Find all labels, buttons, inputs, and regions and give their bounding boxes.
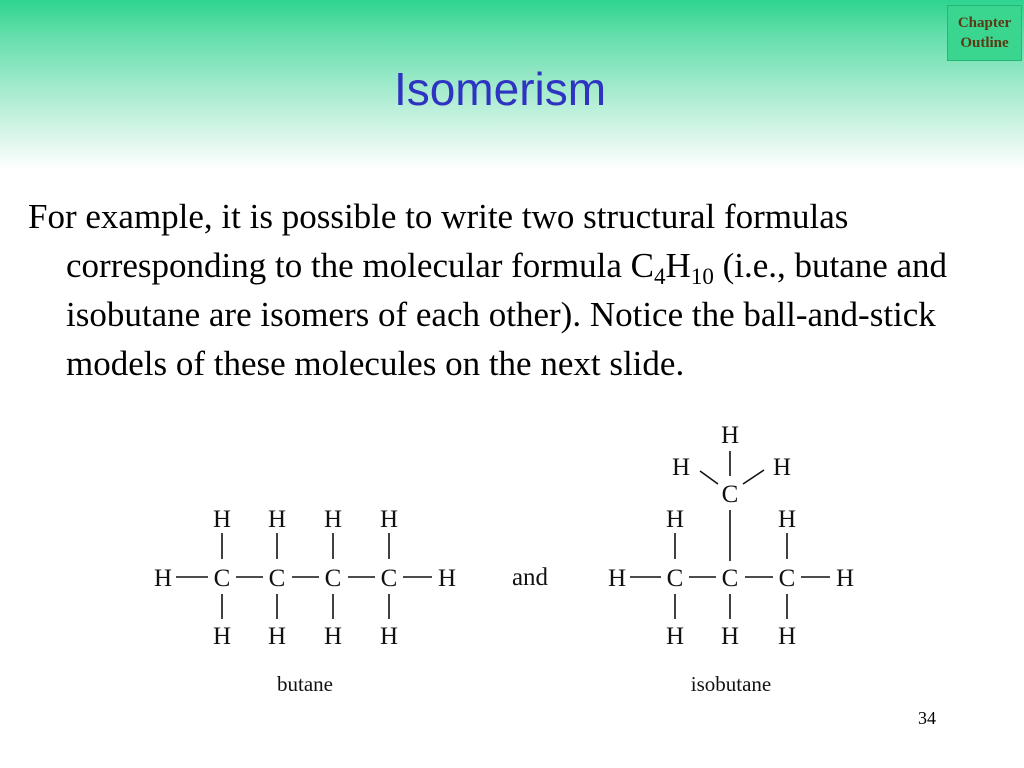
butane-label: butane xyxy=(277,672,333,696)
isobutane-carbon-3: C xyxy=(778,565,796,592)
butane-top-h-2: H xyxy=(267,506,287,533)
body-text-part1: For example, it is possible to write two structural formulas corresponding to the molecular formula C xyxy=(28,197,849,285)
chapter-outline-label-line2: Outline xyxy=(960,35,1009,51)
formula-subscript-4: 4 xyxy=(654,264,666,289)
formula-h: H xyxy=(665,246,691,285)
butane-carbon-2: C xyxy=(268,565,286,592)
butane-carbon-1: C xyxy=(213,565,231,592)
isobutane-structure xyxy=(608,422,854,696)
isobutane-bottom-h-2: H xyxy=(720,623,740,650)
butane-top-h-4: H xyxy=(379,506,399,533)
page-number: 34 xyxy=(918,708,936,728)
formula-subscript-10: 10 xyxy=(690,264,714,289)
isobutane-branch-carbon: C xyxy=(721,481,739,508)
isobutane-branch-h-top: H xyxy=(720,422,740,449)
butane-bottom-h-4: H xyxy=(379,623,399,650)
butane-carbon-4: C xyxy=(380,565,398,592)
butane-end-h-right: H xyxy=(437,565,457,592)
butane-carbon-3: C xyxy=(324,565,342,592)
isobutane-branch-h-left: H xyxy=(671,454,691,481)
isobutane-label: isobutane xyxy=(690,672,772,696)
chapter-outline-label-line1: Chapter xyxy=(957,15,1012,31)
isobutane-bond xyxy=(700,471,718,484)
and-connector: and xyxy=(511,564,549,591)
isobutane-top-h-2: H xyxy=(777,506,797,533)
butane-bottom-h-1: H xyxy=(212,623,232,650)
isobutane-carbon-2: C xyxy=(721,565,739,592)
isobutane-top-h-1: H xyxy=(665,506,685,533)
isobutane-carbon-1: C xyxy=(666,565,684,592)
isobutane-bond xyxy=(743,470,764,484)
isobutane-bottom-h-1: H xyxy=(665,623,685,650)
slide-title: Isomerism xyxy=(393,63,607,115)
body-text-part2: (i.e., butane and isobutane are isomers of each other). Notice the ball-and-stick models of these molecules on the next slide. xyxy=(66,246,948,383)
isobutane-end-h-left: H xyxy=(607,565,627,592)
butane-top-h-3: H xyxy=(323,506,343,533)
butane-bottom-h-3: H xyxy=(323,623,343,650)
isobutane-end-h-right: H xyxy=(835,565,855,592)
butane-structure xyxy=(154,506,456,696)
butane-end-h-left: H xyxy=(153,565,173,592)
butane-top-h-1: H xyxy=(212,506,232,533)
isobutane-branch-h-right: H xyxy=(772,454,792,481)
isobutane-bottom-h-3: H xyxy=(777,623,797,650)
butane-bottom-h-2: H xyxy=(267,623,287,650)
